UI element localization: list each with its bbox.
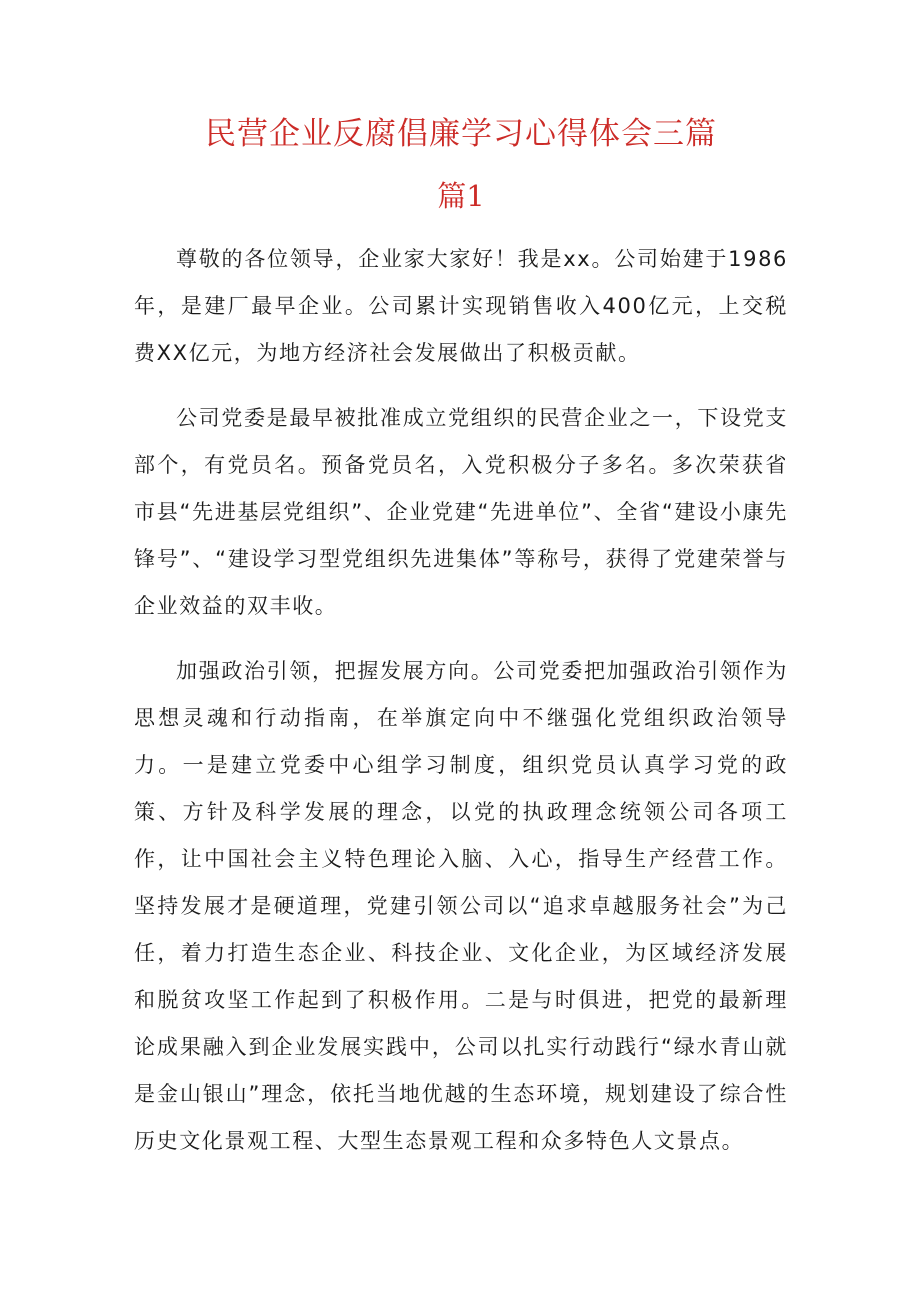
section-heading: 篇1	[437, 179, 485, 213]
body-paragraph-1: 尊敬的各位领导，企业家大家好！我是xx。公司始建于1986年，是建厂最早企业。公司累计实现销售收入400亿元，上交税费XX亿元，为地方经济社会发展做出了积极贡献。	[134, 247, 788, 365]
document-title: 民营企业反腐倡廉学习心得体会三篇	[205, 116, 717, 152]
body-paragraph-3: 加强政治引领，把握发展方向。公司党委把加强政治引领作为思想灵魂和行动指南，在举旗定向中不继强化党组织政治领导力。一是建立党委中心组学习制度，组织党员认真学习党的政策、方针及科学发展的理念，以党的执政理念统领公司各项工作，让中国社会主义特色理论入脑、入心，指导生产经营工作。坚持发展才是硬道理，党建引领公司以“追求卓越服务社会”为己任，着力打造生态企业、科技企业、文化企业，为区域经济发展和脱贫攻坚工作起到了积极作用。二是与时俱进，把党的最新理论成果融入到企业发展实践中，公司以扎实行动践行“绿水青山就是金山银山”理念，依托当地优越的生态环境，规划建设了综合性历史文化景观工程、大型生态景观工程和众多特色人文景点。	[134, 659, 788, 1153]
body-paragraph-2: 公司党委是最早被批准成立党组织的民营企业之一，下设党支部个，有党员名。预备党员名，入党积极分子多名。多次荣获省市县“先进基层党组织”、企业党建“先进单位”、全省“建设小康先锋号”、“建设学习型党组织先进集体”等称号，获得了党建荣誉与企业效益的双丰收。	[134, 406, 788, 618]
